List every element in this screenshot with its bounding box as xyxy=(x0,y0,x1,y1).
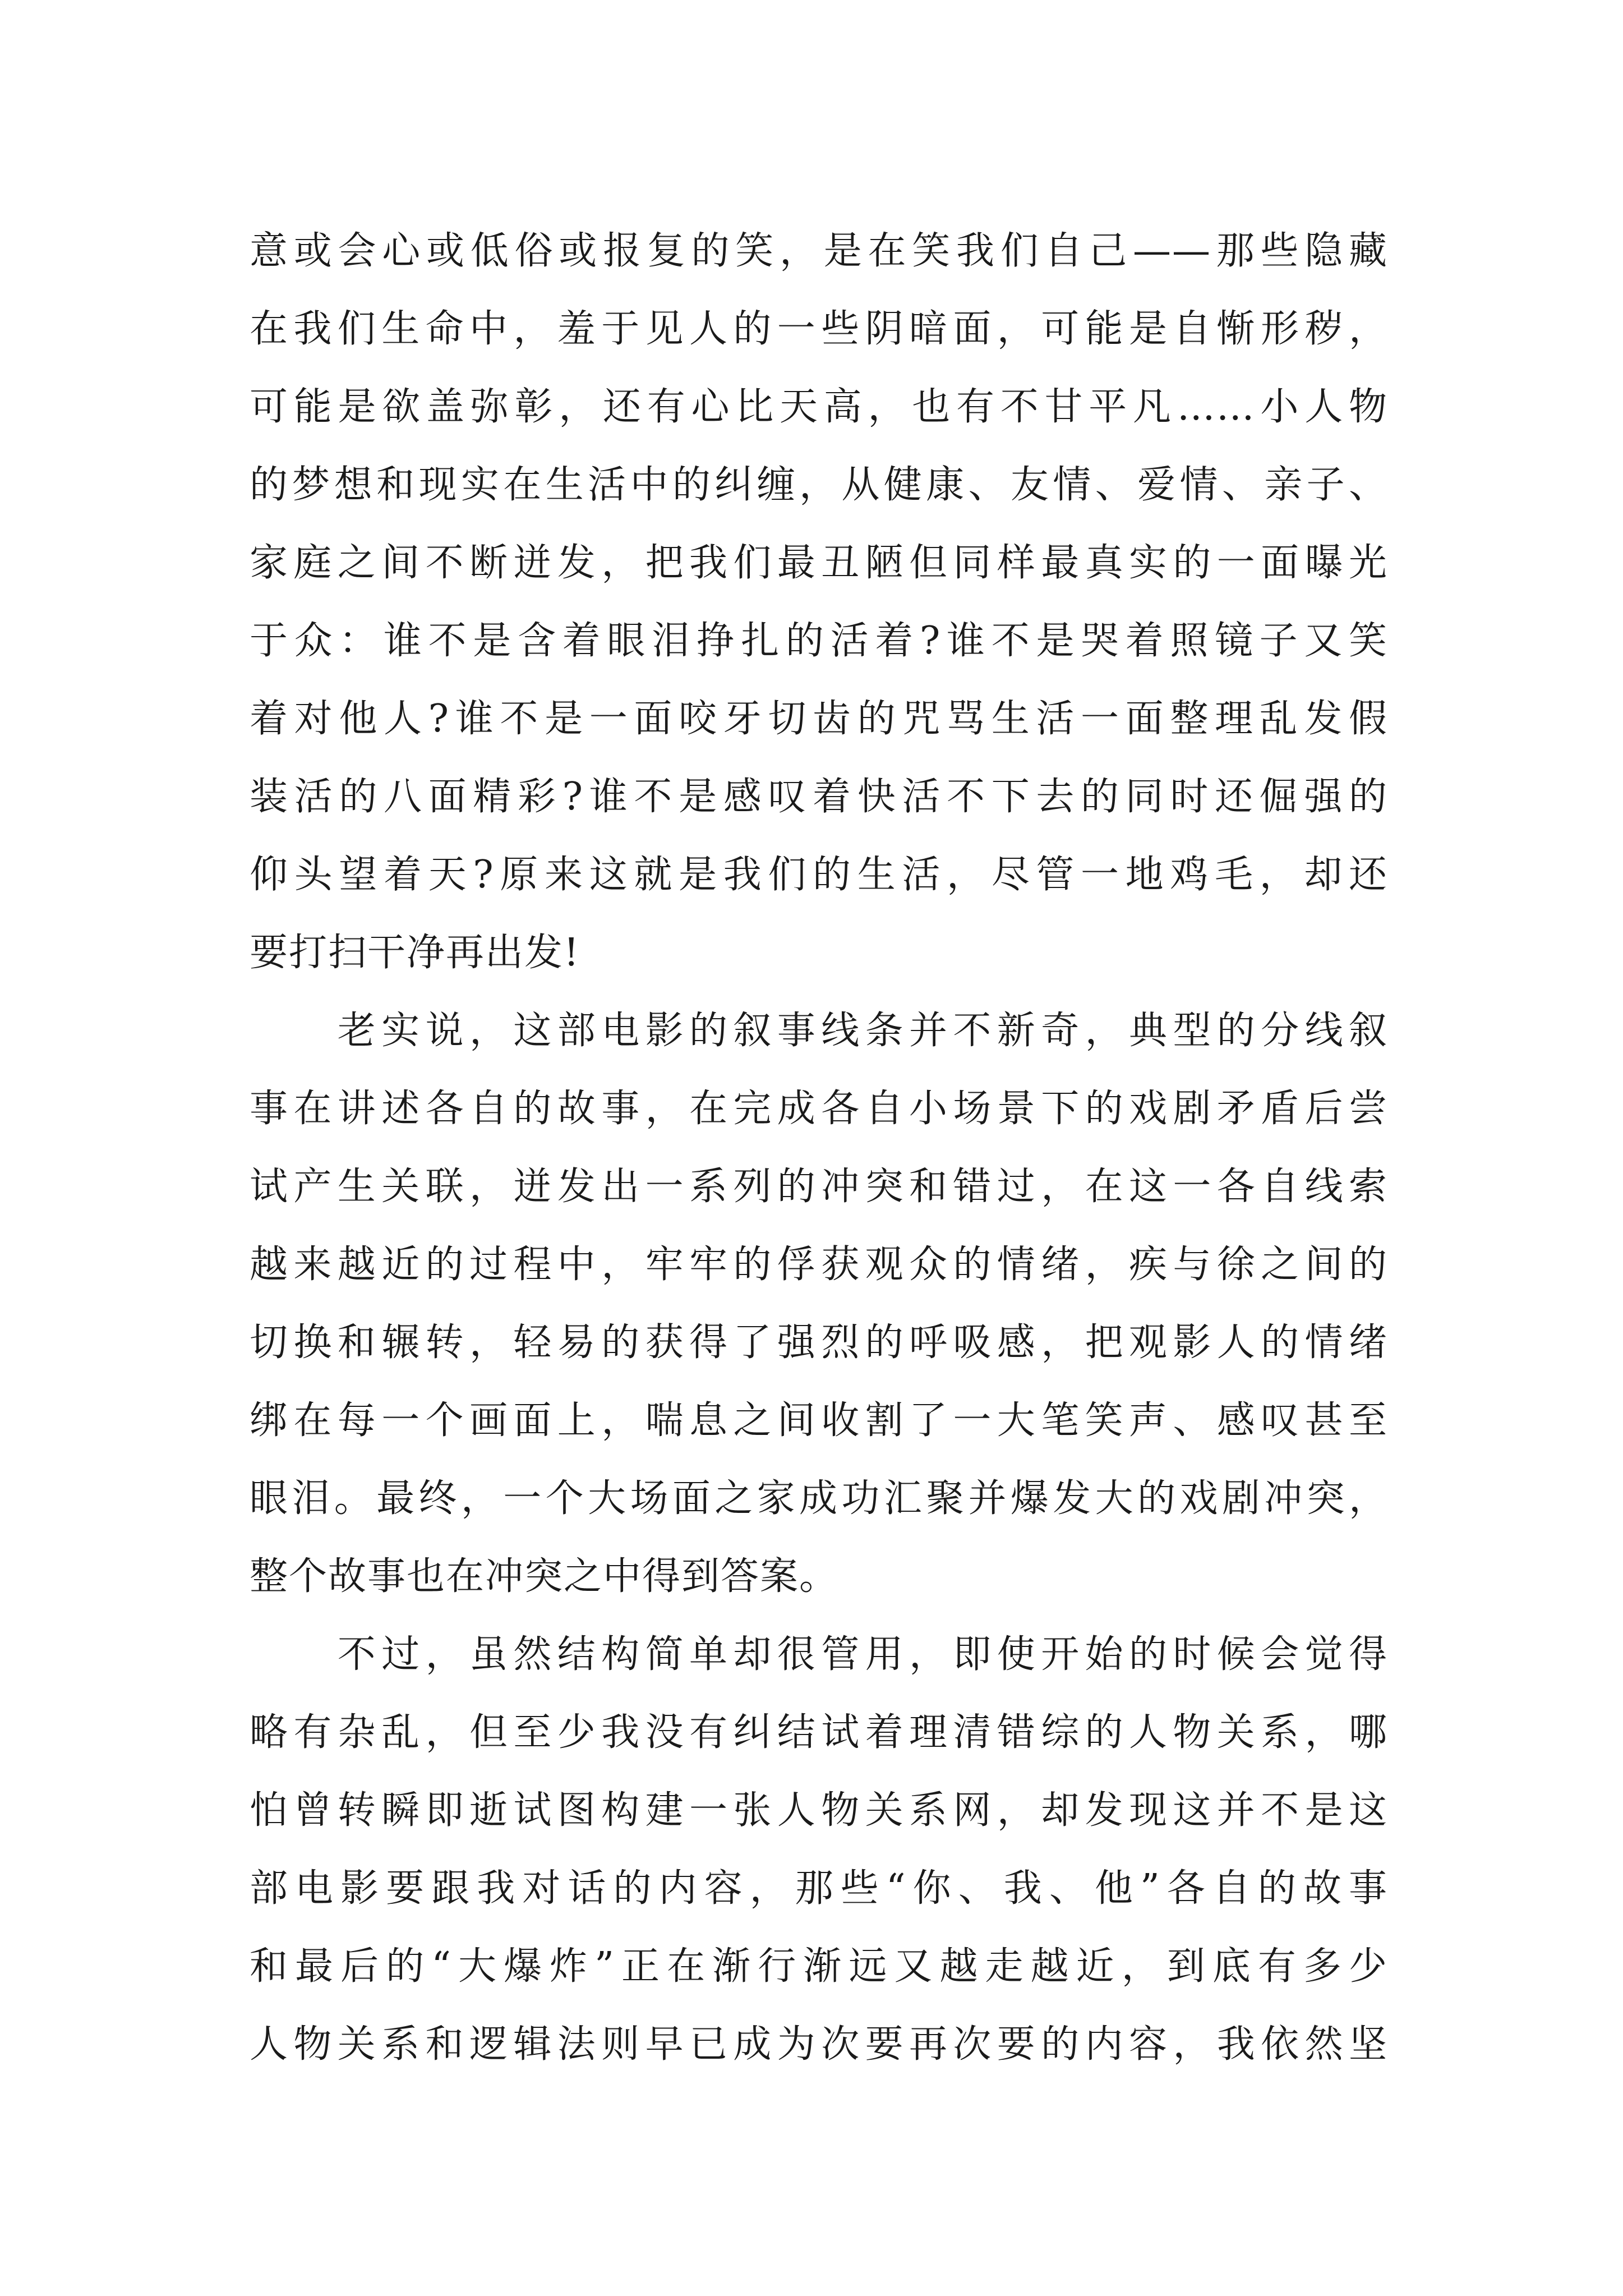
text-line: 绑在每一个画面上，喘息之间收割了一大笔笑声、感叹甚至 xyxy=(250,1398,1388,1443)
text-line: 的梦想和现实在生活中的纠缠，从健康、友情、爱情、亲子、 xyxy=(250,463,1388,507)
text-line: 装活的八面精彩?谁不是感叹着快活不下去的同时还倔强的 xyxy=(250,775,1388,819)
text-line: 试产生关联，迸发出一系列的冲突和错过，在这一各自线索 xyxy=(250,1165,1388,1209)
text-line: 怕曾转瞬即逝试图构建一张人物关系网，却发现这并不是这 xyxy=(250,1788,1388,1833)
text-line: 于众：谁不是含着眼泪挣扎的活着?谁不是哭着照镜子又笑 xyxy=(250,619,1388,663)
text-line: 越来越近的过程中，牢牢的俘获观众的情绪，疾与徐之间的 xyxy=(250,1243,1388,1287)
text-line: 不过，虽然结构简单却很管用，即使开始的时候会觉得 xyxy=(250,1632,1388,1677)
text-line: 整个故事也在冲突之中得到答案。 xyxy=(250,1554,839,1599)
text-line: 家庭之间不断迸发，把我们最丑陋但同样最真实的一面曝光 xyxy=(250,541,1388,585)
text-line: 眼泪。最终，一个大场面之家成功汇聚并爆发大的戏剧冲突， xyxy=(250,1476,1388,1521)
text-line: 可能是欲盖弥彰，还有心比天高，也有不甘平凡……小人物 xyxy=(250,385,1388,429)
text-line: 人物关系和逻辑法则早已成为次要再次要的内容，我依然坚 xyxy=(250,2022,1388,2067)
text-line: 切换和辗转，轻易的获得了强烈的呼吸感，把观影人的情绪 xyxy=(250,1320,1388,1365)
text-line: 意或会心或低俗或报复的笑，是在笑我们自己——那些隐藏 xyxy=(250,229,1388,273)
text-line: 老实说，这部电影的叙事线条并不新奇，典型的分线叙 xyxy=(250,1009,1388,1053)
text-line: 略有杂乱，但至少我没有纠结试着理清错综的人物关系，哪 xyxy=(250,1710,1388,1755)
body-text xyxy=(250,212,1388,2083)
text-line: 部电影要跟我对话的内容，那些“你、我、他”各自的故事 xyxy=(250,1866,1388,1911)
text-line: 要打扫干净再出发! xyxy=(250,931,580,975)
text-line: 事在讲述各自的故事，在完成各自小场景下的戏剧矛盾后尝 xyxy=(250,1087,1388,1131)
text-line: 在我们生命中，羞于见人的一些阴暗面，可能是自惭形秽， xyxy=(250,307,1388,351)
text-line: 仰头望着天?原来这就是我们的生活，尽管一地鸡毛，却还 xyxy=(250,853,1388,897)
text-line: 和最后的“大爆炸”正在渐行渐远又越走越近，到底有多少 xyxy=(250,1944,1388,1989)
text-line: 着对他人?谁不是一面咬牙切齿的咒骂生活一面整理乱发假 xyxy=(250,697,1388,741)
